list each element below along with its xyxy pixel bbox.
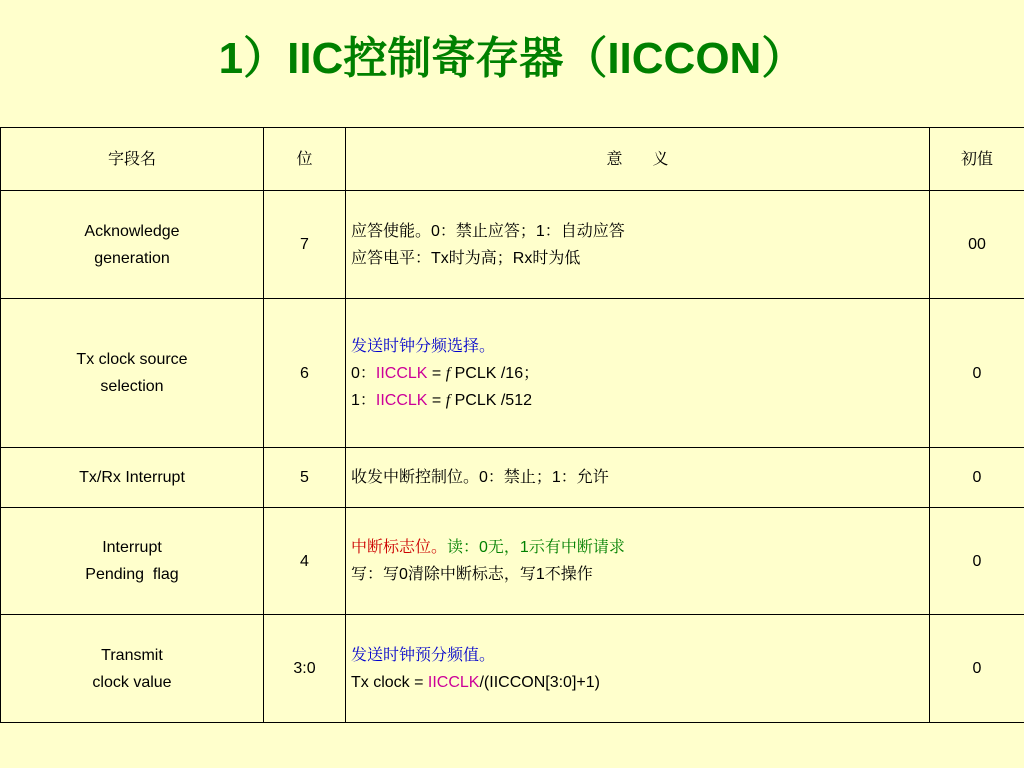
bit-cell: 6 xyxy=(264,299,346,448)
formula-prefix: Tx clock = xyxy=(351,673,428,691)
initial-value-cell: 0 xyxy=(930,448,1024,508)
option-prefix: 1： xyxy=(351,391,376,409)
meaning-cell xyxy=(346,615,930,723)
table-row xyxy=(1,508,1024,615)
initial-value-cell: 00 xyxy=(930,191,1024,299)
field-name-cell xyxy=(1,508,264,615)
table-row xyxy=(1,615,1024,723)
read-description: 读：0无，1示有中断请求 xyxy=(447,539,625,556)
iicclk-label: IICCLK xyxy=(375,364,428,382)
table-row xyxy=(1,191,1024,299)
register-table xyxy=(0,127,1024,723)
initial-value-cell: 0 xyxy=(930,508,1024,615)
header-meaning-b: 义 xyxy=(652,150,669,168)
meaning-cell xyxy=(346,508,930,615)
flag-label: 中断标志位。 xyxy=(351,539,448,556)
meaning-cell xyxy=(346,191,930,299)
meaning-line xyxy=(351,387,929,414)
field-name-line: generation xyxy=(94,249,170,267)
option-prefix: 0： xyxy=(351,364,376,382)
pclk-divider: PCLK /512 xyxy=(450,391,532,409)
meaning-line: 应答使能。0：禁止应答；1：自动应答 xyxy=(351,222,625,240)
meaning-cell xyxy=(346,299,930,448)
formula-rest: /(IICCON[3:0]+1) xyxy=(479,673,600,691)
header-bit: 位 xyxy=(264,128,346,191)
field-name-line: Pending flag xyxy=(85,566,179,583)
field-name-cell xyxy=(1,615,264,723)
field-name-line: selection xyxy=(100,378,164,395)
meaning-line: 收发中断控制位。0：禁止；1：允许 xyxy=(351,469,609,486)
field-name-line: Tx/Rx Interrupt xyxy=(79,469,185,486)
meaning-line: 发送时钟预分频值。 xyxy=(351,646,496,664)
header-initial-value: 初值 xyxy=(930,128,1024,191)
initial-value-cell: 0 xyxy=(930,615,1024,723)
iicclk-label: IICCLK xyxy=(375,391,428,409)
function-symbol: f xyxy=(445,391,451,409)
meaning-cell xyxy=(346,448,930,508)
field-name-line: Interrupt xyxy=(102,539,162,556)
meaning-line xyxy=(351,669,929,696)
field-name-line: Acknowledge xyxy=(84,222,180,240)
header-field-name: 字段名 xyxy=(1,128,264,191)
slide-title: 1）IIC控制寄存器（IICCON） xyxy=(218,34,806,83)
table-row xyxy=(1,299,1024,448)
table-row xyxy=(1,448,1024,508)
meaning-line xyxy=(351,534,929,561)
bit-cell: 3:0 xyxy=(264,615,346,723)
bit-cell: 5 xyxy=(264,448,346,508)
bit-cell: 7 xyxy=(264,191,346,299)
meaning-line: 发送时钟分频选择。 xyxy=(351,337,496,355)
function-symbol: f xyxy=(445,364,451,382)
field-name-cell xyxy=(1,448,264,508)
bit-cell: 4 xyxy=(264,508,346,615)
meaning-line xyxy=(351,360,929,387)
header-meaning xyxy=(346,128,930,191)
equals-sign: = xyxy=(427,391,446,409)
table-header-row xyxy=(1,128,1024,191)
field-name-line: Tx clock source xyxy=(76,351,188,368)
header-meaning-a: 意 xyxy=(606,150,623,168)
meaning-line: 写：写0清除中断标志，写1不操作 xyxy=(351,566,593,583)
field-name-cell xyxy=(1,299,264,448)
field-name-line: Transmit xyxy=(101,646,163,664)
field-name-line: clock value xyxy=(92,673,172,691)
pclk-divider: PCLK /16； xyxy=(450,364,540,382)
initial-value-cell: 0 xyxy=(930,299,1024,448)
iicclk-label: IICCLK xyxy=(427,673,480,691)
meaning-line: 应答电平：Tx时为高；Rx时为低 xyxy=(351,249,581,267)
equals-sign: = xyxy=(427,364,446,382)
field-name-cell xyxy=(1,191,264,299)
